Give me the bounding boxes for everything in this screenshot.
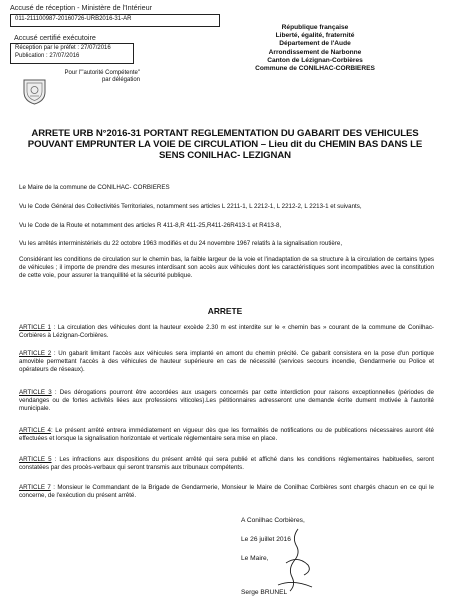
department-line: Département de l'Aude [279, 40, 351, 48]
commune-line: Commune de CONILHAC-CORBIERES [255, 65, 375, 73]
article-3-text: : Des dérogations pourront être accordées aux usagers concernés par cette interdiction pour raisons exceptionnelles (périodes de vendanges ou de fortes activités liées aux professions viticoles).Les pétitionnaires adresseront une demande écrite dument motivée à l'autorité municipale. [19, 389, 434, 413]
certified-box [10, 43, 134, 64]
title-line-2: POUVANT EMPRUNTER LA VOIE DE CIRCULATION – Lieu dit du CHEMIN BAS DANS LE [27, 139, 423, 150]
republic-header [240, 24, 390, 73]
considerant: Considérant les conditions de circulation sur le chemin bas, la faible largeur de la voie et l'inadaptation de sa structure à la circulation de certains types de véhicules ; il importe de prendre des mesures interdisant son accès aux véhicules dont les caractéristiques sont incompatibles avec la constitution de cette voie, pour assurer la tranquillité et la sécurité publique. [19, 256, 434, 280]
delegation-note [30, 70, 140, 84]
article-2-text: : Un gabarit limitant l'accès aux véhicules sera implanté en amont du chemin précité. Ce gabarit consistera en la pose d'un portique amovible permettant l'accès à des véhicules de hauteur supérieure en cas de nécessité (services secours incendie, Gendarmerie ou Police et opérateurs de réseaux). [19, 350, 434, 374]
article-2 [19, 350, 434, 374]
article-5 [19, 456, 434, 472]
arrete-heading: ARRETE [207, 306, 243, 316]
document-title [10, 128, 440, 161]
motto-line: Liberté, égalité, fraternité [275, 32, 355, 40]
article-4 [19, 427, 434, 443]
signature-place: A Conilhac Corbières, [241, 517, 305, 524]
article-1-text: : La circulation des véhicules dont la hauteur excède 2.30 m est interdite sur le « chemin bas » courant de la commune de Conilhac-Corbières à Lézignan-Corbières. [19, 324, 434, 340]
signatory-name: Serge BRUNEL [241, 589, 288, 596]
article-2-label: ARTICLE 2 [19, 350, 52, 357]
article-7 [19, 484, 434, 500]
article-7-text: : Monsieur le Commandant de la Brigade de Gendarmerie, Monsieur le Maire de Conilhac Corbières sont chargés chacun en ce qui le concerne, de l'exécution du présent arrêté. [19, 484, 434, 500]
article-1-label: ARTICLE 1 [19, 324, 51, 331]
signature-date: Le 26 juillet 2016 [241, 536, 291, 543]
delegation-line2: par délégation [101, 77, 140, 83]
article-3 [19, 389, 434, 413]
article-5-text: : Les infractions aux dispositions du présent arrêté qui sera publié et affiché dans les conditions réglementaires habituelles, seront constatées par des procès-verbaux qui seront transmis aux tribunaux compétents. [19, 456, 434, 472]
canton-line: Canton de Lézignan-Corbières [267, 56, 363, 64]
reception-stamp-title: Accusé de réception - Ministère de l'Intérieur [10, 3, 152, 12]
article-4-text: : Le présent arrêté entrera immédiatement en vigueur dès que les formalités de notifications ou de publications nécessaires auront été effectuées et lorsque la signalisation horizontale et verticale réglementaire sera mise en place. [19, 427, 434, 443]
arrondissement-line: Arrondissement de Narbonne [268, 48, 362, 56]
title-line-3: SENS CONILHAC- LEZIGNAN [158, 150, 291, 161]
received-line: Réception par le préfet : 27/07/2016 [15, 45, 111, 51]
reception-id: 011-211100987-20160726-URB2016-31-AR [15, 16, 132, 22]
article-7-label: ARTICLE 7 [19, 484, 51, 491]
signature-role: Le Maire, [241, 555, 269, 562]
certified-title: Accusé certifié exécutoire [14, 33, 96, 42]
article-5-label: ARTICLE 5 [19, 456, 52, 463]
vu-arretes: Vu les arrêtés interministériels du 22 octobre 1963 modifiés et du 24 novembre 1967 relatifs à la signalisation routière, [19, 240, 343, 247]
vu-code-route: Vu le Code de la Route et notamment des articles R 411-8,R 411-25,R411-26R413-1 et R413-8, [19, 222, 282, 229]
vu-cgct: Vu le Code Général des Collectivités Territoriales, notamment ses articles L 2211-1, L 2212-1, L 2212-2, L 2213-1 et suivants, [19, 203, 362, 210]
publication-line: Publication : 27/07/2016 [15, 52, 80, 59]
article-1 [19, 324, 434, 340]
article-4-label: ARTICLE 4 [19, 427, 52, 434]
article-3-label: ARTICLE 3 [19, 389, 52, 396]
republic-line: République française [281, 24, 349, 31]
mayor-line: Le Maire de la commune de CONILHAC- CORBIERES [19, 184, 170, 191]
title-line-1: ARRETE URB N°2016-31 PORTANT REGLEMENTATION DU GABARIT DES VEHICULES [31, 128, 419, 139]
reception-id-box [10, 14, 220, 27]
handwritten-signature-icon [268, 525, 328, 597]
delegation-line1: Pour l'"autorité Compétente" [64, 70, 140, 76]
